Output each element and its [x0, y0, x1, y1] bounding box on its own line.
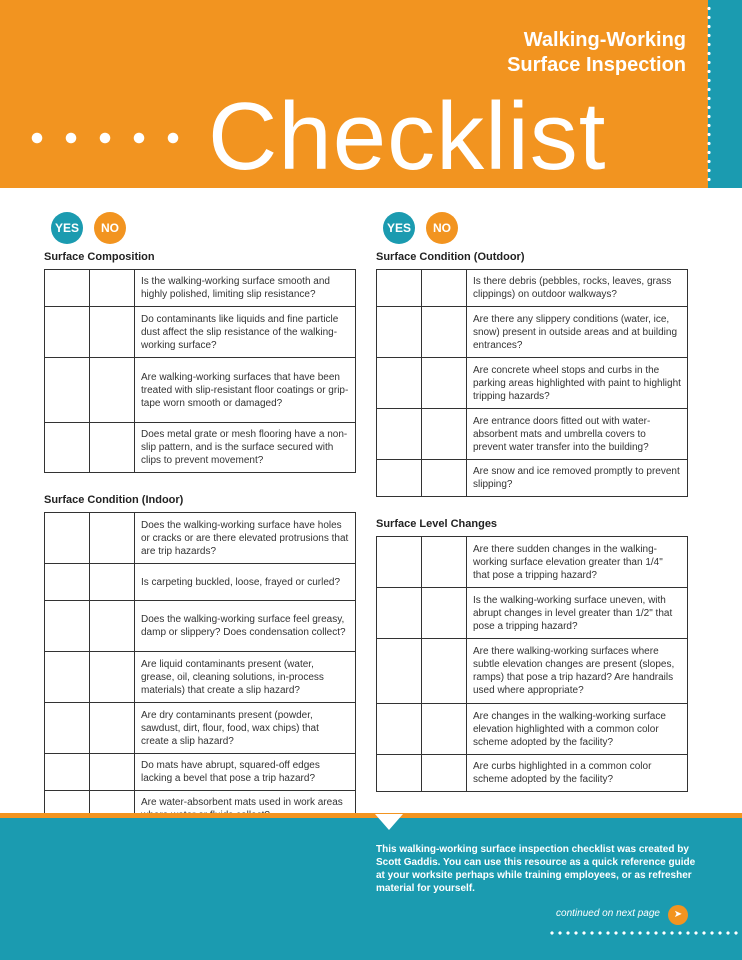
question-text: Are water-absorbent mats used in work areas: [135, 791, 356, 828]
yes-checkbox[interactable]: [377, 358, 422, 409]
question-text: Are dry contaminants present (powder, sawdust, dirt, flour, food, wax chips) that create a slip hazard?: [135, 703, 356, 754]
yes-checkbox[interactable]: [45, 513, 90, 564]
no-checkbox[interactable]: [90, 601, 135, 652]
yes-badge-right: YES: [383, 212, 415, 244]
checklist-row: [45, 601, 356, 652]
no-checkbox[interactable]: [90, 652, 135, 703]
header-dots: [20, 131, 190, 145]
question-text: Are curbs highlighted in a common color scheme adopted by the facility?: [467, 755, 688, 792]
no-checkbox[interactable]: [422, 307, 467, 358]
yes-checkbox[interactable]: [45, 307, 90, 358]
yes-checkbox[interactable]: [45, 270, 90, 307]
checklist-row: [377, 270, 688, 307]
no-checkbox[interactable]: [90, 358, 135, 423]
yes-checkbox[interactable]: [377, 755, 422, 792]
checklist-row: [377, 460, 688, 497]
question-text: Are there sudden changes in the walking-working surface elevation greater than 1/4" that pose a tripping hazard?: [467, 537, 688, 588]
yes-checkbox[interactable]: [45, 358, 90, 423]
question-text: Do mats have abrupt, squared-off edges lacking a bevel that pose a trip hazard?: [135, 754, 356, 791]
checklist-row: [377, 307, 688, 358]
question-text: Is the walking-working surface smooth and highly polished, limiting slip resistance?: [135, 270, 356, 307]
checklist-row: [45, 358, 356, 423]
no-badge-left: NO: [94, 212, 126, 244]
yes-checkbox[interactable]: [45, 652, 90, 703]
no-checkbox[interactable]: [90, 423, 135, 473]
checklist-row: [45, 423, 356, 473]
checklist-row: [377, 704, 688, 755]
question-text: Are snow and ice removed promptly to prevent slipping?: [467, 460, 688, 497]
yes-checkbox[interactable]: [45, 601, 90, 652]
question-text: Are changes in the walking-working surface elevation highlighted with a common color scheme adopted by the facility?: [467, 704, 688, 755]
page-title: Checklist: [208, 83, 607, 190]
question-text: Are concrete wheel stops and curbs in the parking areas highlighted with paint to highlight tripping hazards?: [467, 358, 688, 409]
no-checkbox[interactable]: [422, 704, 467, 755]
footer-notch: [375, 814, 403, 830]
header-side-dots: [707, 4, 711, 186]
no-checkbox[interactable]: [90, 307, 135, 358]
checklist-row: [45, 513, 356, 564]
checklist-outdoor: [376, 269, 688, 497]
checklist-row: [45, 270, 356, 307]
yes-checkbox[interactable]: [377, 307, 422, 358]
question-text: Does metal grate or mesh flooring have a non-slip pattern, and is the surface secured with clips to prevent movement?: [135, 423, 356, 473]
question-text: Are entrance doors fitted out with water-absorbent mats and umbrella covers to prevent water transfer into the building?: [467, 409, 688, 460]
no-checkbox[interactable]: [90, 564, 135, 601]
checklist-level: [376, 536, 688, 792]
yes-checkbox[interactable]: [45, 703, 90, 754]
question-text: Does the walking-working surface feel greasy, damp or slippery? Does condensation collect?: [135, 601, 356, 652]
yes-checkbox[interactable]: [377, 460, 422, 497]
no-badge-right: NO: [426, 212, 458, 244]
yes-checkbox[interactable]: [377, 409, 422, 460]
checklist-row: [377, 409, 688, 460]
yes-checkbox[interactable]: [45, 564, 90, 601]
yes-checkbox[interactable]: [377, 270, 422, 307]
question-text: Is the walking-working surface uneven, with abrupt changes in level greater than 1/2" that pose a tripping hazard?: [467, 588, 688, 639]
no-checkbox[interactable]: [90, 513, 135, 564]
question-text: Are walking-working surfaces that have been treated with slip-resistant floor coatings or grip-tape worn smooth or damaged?: [135, 358, 356, 423]
no-checkbox[interactable]: [422, 460, 467, 497]
question-text: Are there walking-working surfaces where subtle elevation changes are present (slopes, ramps) that pose a trip hazard? Are handrails used where appropriate?: [467, 639, 688, 704]
question-text: Are liquid contaminants present (water, grease, oil, cleaning solutions, in-process materials) that create a slip hazard?: [135, 652, 356, 703]
section-title-composition: Surface Composition: [44, 251, 155, 263]
no-checkbox[interactable]: [422, 270, 467, 307]
section-title-level: Surface Level Changes: [376, 518, 498, 530]
yes-badge-left: YES: [51, 212, 83, 244]
checklist-composition: [44, 269, 356, 473]
yes-checkbox[interactable]: [45, 754, 90, 791]
checklist-row: [45, 564, 356, 601]
yes-checkbox[interactable]: [45, 423, 90, 473]
question-text: Is carpeting buckled, loose, frayed or curled?: [135, 564, 356, 601]
question-text: Are there any slippery conditions (water, ice, snow) present in outside areas and at building entrances?: [467, 307, 688, 358]
continued-link[interactable]: continued on next page: [556, 908, 660, 919]
subtitle-line-1: Walking-Working: [523, 29, 686, 51]
footer-note: This walking-working surface inspection checklist was created by Scott Gaddis. You can use this resource as a quick reference guide at your worksite perhaps while training employees, or as refresher material for yourself.: [376, 844, 696, 894]
no-checkbox[interactable]: [90, 754, 135, 791]
checklist-row: [45, 652, 356, 703]
checklist-row: [45, 754, 356, 791]
header-subtitle: [507, 28, 686, 78]
yes-checkbox[interactable]: [377, 704, 422, 755]
no-checkbox[interactable]: [422, 588, 467, 639]
footer-dots: [548, 930, 742, 936]
checklist-row: [377, 537, 688, 588]
yes-checkbox[interactable]: [377, 588, 422, 639]
no-checkbox[interactable]: [422, 639, 467, 704]
no-checkbox[interactable]: [90, 703, 135, 754]
checklist-row: [45, 703, 356, 754]
checklist-row: [377, 755, 688, 792]
yes-checkbox[interactable]: [377, 537, 422, 588]
yes-checkbox[interactable]: [377, 639, 422, 704]
question-text: Does the walking-working surface have holes or cracks or are there elevated protrusions that are trip hazards?: [135, 513, 356, 564]
right-arrow-icon[interactable]: ➤: [668, 905, 688, 925]
question-text: Do contaminants like liquids and fine particle dust affect the slip resistance of the walking-working surface?: [135, 307, 356, 358]
section-title-indoor: Surface Condition (Indoor): [44, 494, 184, 506]
checklist-row: [377, 358, 688, 409]
checklist-row: [377, 639, 688, 704]
header-side-stripe: [708, 0, 742, 188]
no-checkbox[interactable]: [422, 409, 467, 460]
no-checkbox[interactable]: [422, 755, 467, 792]
no-checkbox[interactable]: [422, 537, 467, 588]
section-title-outdoor: Surface Condition (Outdoor): [376, 251, 525, 263]
no-checkbox[interactable]: [90, 270, 135, 307]
no-checkbox[interactable]: [422, 358, 467, 409]
subtitle-line-2: Surface Inspection: [507, 54, 686, 76]
question-text: Is there debris (pebbles, rocks, leaves, grass clippings) on outdoor walkways?: [467, 270, 688, 307]
checklist-row: [377, 588, 688, 639]
checklist-row: [45, 307, 356, 358]
